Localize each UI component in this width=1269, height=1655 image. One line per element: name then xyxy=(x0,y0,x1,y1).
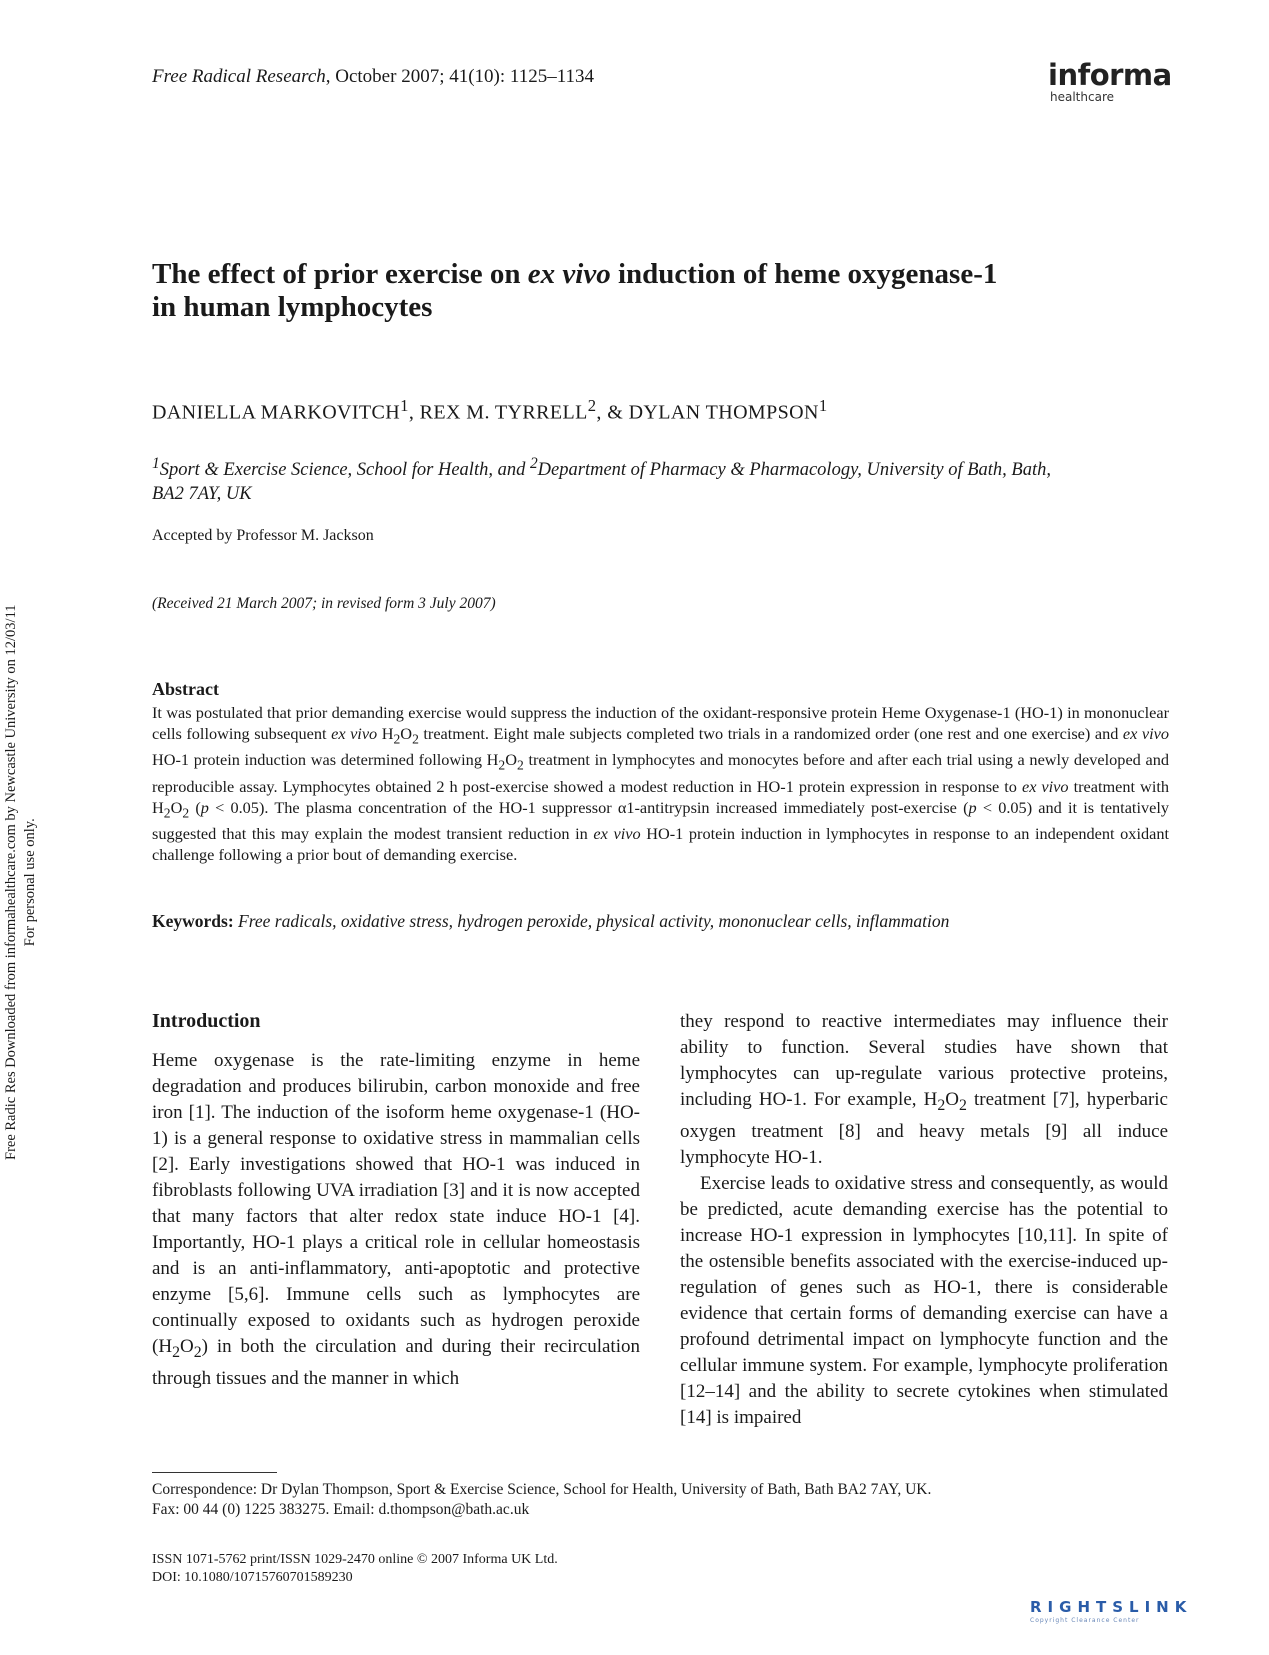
paragraph xyxy=(680,1009,1168,1171)
subscript: 2 xyxy=(412,731,419,747)
paragraph: Exercise leads to oxidative stress and consequently, as would be predicted, acute demanding exercise has the potential to increase HO-1 expression in lymphocytes [10,11]. In spite of the ostensible benefits associated with the exercise-induced up-regulation of genes such as HO-1, there is considerable evidence that certain forms of demanding exercise can have a profound detrimental impact on lymphocyte function and the cellular immune system. For example, lymphocyte proliferation [12–14] and the ability to secrete cytokines when stimulated [14] is impaired xyxy=(680,1172,1168,1428)
abstract-italic: ex vivo xyxy=(593,823,641,843)
abstract-italic: p xyxy=(968,797,977,817)
publisher-name: informa xyxy=(1048,58,1172,92)
subscript: 2 xyxy=(163,804,171,820)
body-text: O xyxy=(179,1336,194,1357)
abstract-text: ( xyxy=(189,797,201,817)
body-text: they respond to reactive intermediates may influence their ability to function. Several studies have shown that lymphocytes can up-regulate various protective proteins, including HO-1. For example, H xyxy=(680,1011,1168,1110)
subscript: 2 xyxy=(182,804,190,820)
abstract-text: HO-1 protein induction in lymphocytes in response to an independent oxidant challenge following a prior bout of demanding exercise. xyxy=(152,823,1170,864)
issn-block xyxy=(152,1551,558,1587)
correspondence-footnote xyxy=(152,1480,1182,1520)
keywords-label: Keywords: xyxy=(152,911,234,931)
abstract-italic: p xyxy=(200,797,209,817)
column-right xyxy=(680,1009,1168,1431)
abstract-italic: ex vivo xyxy=(1122,724,1170,743)
affil-marker: 2 xyxy=(529,455,538,472)
body-text: Heme oxygenase is the rate-limiting enzyme in heme degradation and produces bilirubin, carbon monoxide and free iron [1]. The induction of the isoform heme oxygenase-1 (HO-1) is a general response to oxidative stress in mammalian cells [2]. Early investigations showed that HO-1 was induced in fibroblasts following UVA irradiation [3] and it is now accepted that many factors that alter redox state induce HO-1 [4]. Importantly, HO-1 plays a critical role in cellular homeostasis and is an anti-inflammatory, anti-apoptotic and protective enzyme [5,6]. Immune cells such as lymphocytes are continually exposed to oxidants such as hydrogen peroxide (H xyxy=(152,1050,640,1357)
title-part: induction of heme oxygenase-1 xyxy=(610,258,998,290)
abstract-text: H xyxy=(377,724,394,743)
issn-line: ISSN 1071-5762 print/ISSN 1029-2470 online © 2007 Informa UK Ltd. xyxy=(152,1552,558,1567)
download-notice-line: Free Radic Res Downloaded from informahealthcare.com by Newcastle University on 12/03/11 xyxy=(3,604,19,1160)
rightslink-wordmark: RIGHTSLINK xyxy=(1030,1598,1193,1616)
subscript: 2 xyxy=(172,1343,180,1361)
abstract-body xyxy=(152,702,1169,865)
abstract-text: It was postulated that prior demanding exercise would suppress the induction of the oxidant-responsive protein Heme Oxygenase-1 (HO-1) in mononuclear cells following subsequent xyxy=(152,703,1169,743)
author-2: , REX M. TYRRELL xyxy=(408,401,588,424)
abstract-italic: ex vivo xyxy=(331,724,378,743)
journal-name: Free Radical Research xyxy=(152,66,326,87)
author-3: , & DYLAN THOMPSON xyxy=(596,401,819,424)
section-heading-introduction: Introduction xyxy=(152,1010,261,1032)
rightslink-logo[interactable] xyxy=(1030,1598,1192,1624)
body-text: O xyxy=(945,1089,959,1110)
abstract-text: O xyxy=(400,724,413,743)
subscript: 2 xyxy=(393,731,401,747)
subscript: 2 xyxy=(937,1096,946,1114)
publisher-logo xyxy=(1048,60,1178,104)
abstract-italic: ex vivo xyxy=(1021,776,1069,796)
download-notice xyxy=(2,604,40,1160)
abstract-text: treatment in lymphocytes and monocytes before and after each trial using a newly developed and reproducible assay. Lymphocytes obtained 2 h post-exercise showed a modest reduction in HO-1 protein expression in response to xyxy=(152,750,1169,796)
footnote-divider xyxy=(152,1472,277,1473)
title-part: The effect of prior exercise on xyxy=(152,258,528,290)
abstract-text: treatment. Eight male subjects completed two trials in a randomized order (one rest and one exercise) and xyxy=(418,724,1123,743)
subscript: 2 xyxy=(958,1096,967,1114)
correspondence-address: Correspondence: Dr Dylan Thompson, Sport & Exercise Science, School for Health, University of Bath, Bath BA2 7AY, UK. xyxy=(152,1481,932,1498)
body-text: ) in both the circulation and during their recirculation through tissues and the manner in which xyxy=(152,1336,640,1389)
author-1-affil: 1 xyxy=(400,396,409,415)
doi-line: DOI: 10.1080/10715760701589230 xyxy=(152,1570,353,1585)
author-list xyxy=(152,396,828,425)
title-line-2: in human lymphocytes xyxy=(152,291,433,323)
subscript: 2 xyxy=(193,1343,202,1361)
abstract-text: < 0.05) and it is tentatively suggested that this may explain the modest transient reduction in xyxy=(152,797,1169,843)
column-left xyxy=(152,1048,640,1392)
author-2-affil: 2 xyxy=(587,396,597,415)
publisher-subtitle: healthcare xyxy=(1050,90,1114,104)
abstract-text: O xyxy=(505,750,517,770)
keywords xyxy=(152,911,1182,932)
affiliations xyxy=(152,452,1182,506)
article-title xyxy=(152,258,1172,324)
author-3-affil: 1 xyxy=(818,396,828,415)
keywords-list: Free radicals, oxidative stress, hydrogen peroxide, physical activity, mononuclear cells, inflammation xyxy=(233,911,950,931)
author-1: DANIELLA MARKOVITCH xyxy=(152,401,401,424)
personal-use-line: For personal use only. xyxy=(22,818,38,947)
abstract-text: < 0.05). The plasma concentration of the HO-1 suppressor α1-antitrypsin increased immediately post-exercise ( xyxy=(208,797,969,817)
correspondence-contact: Fax: 00 44 (0) 1225 383275. Email: d.thompson@bath.ac.uk xyxy=(152,1501,530,1518)
affil-marker: 1 xyxy=(152,455,160,472)
abstract-text: O xyxy=(170,797,183,817)
received-dates: (Received 21 March 2007; in revised form 3 July 2007) xyxy=(152,595,496,612)
journal-citation xyxy=(152,66,594,88)
affil-1: Sport & Exercise Science, School for Health, and xyxy=(159,460,530,481)
paragraph xyxy=(152,1048,640,1392)
body-text: treatment [7], hyperbaric oxygen treatment [8] and heavy metals [9] all induce lymphocyte HO-1. xyxy=(680,1089,1168,1168)
abstract-text: treatment with H xyxy=(152,776,1170,817)
rightslink-tagline: Copyright Clearance Center xyxy=(1030,1617,1140,1624)
abstract-heading: Abstract xyxy=(152,679,219,699)
title-italic: ex vivo xyxy=(527,258,611,290)
abstract-text: HO-1 protein induction was determined following H xyxy=(152,750,499,770)
subscript: 2 xyxy=(498,757,506,773)
affil-postcode: BA2 7AY, UK xyxy=(152,484,252,505)
affil-2: Department of Pharmacy & Pharmacology, University of Bath, Bath, xyxy=(537,460,1051,481)
subscript: 2 xyxy=(516,757,524,773)
journal-issue: , October 2007; 41(10): 1125–1134 xyxy=(325,66,594,87)
accepted-by: Accepted by Professor M. Jackson xyxy=(152,527,374,544)
